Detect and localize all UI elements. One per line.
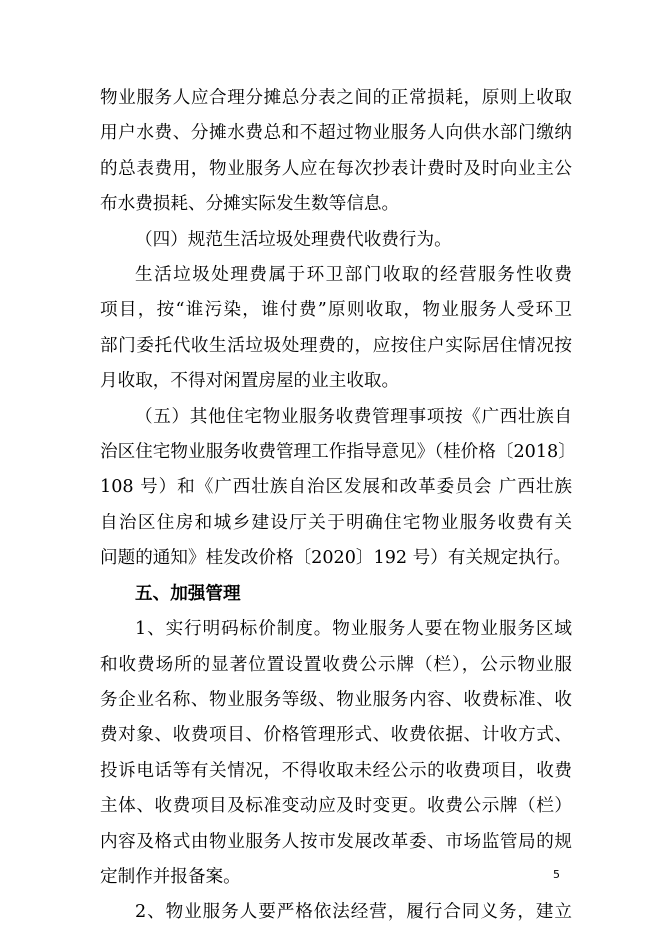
paragraph-price-tagging (100, 612, 572, 895)
paragraph-garbage-fee (100, 258, 572, 400)
text-line: 项目，按“谁污染，谁付费”原则收取，物业服务人受环卫 (100, 300, 572, 321)
text-line: 108 号）和《广西壮族自治区发展和改革委员会 广西壮族 (100, 477, 572, 498)
text-line: 和收费场所的显著位置设置收费公示牌（栏），公示物业服 (100, 654, 572, 675)
page-number: 5 (553, 868, 560, 881)
paragraph-subheading-garbage-fee (100, 223, 572, 258)
text-line: 投诉电话等有关情况，不得收取未经公示的收费项目，收费 (100, 760, 572, 781)
text-line: （四）规范生活垃圾处理费代收费行为。 (135, 229, 452, 250)
paragraph-other-matters (100, 400, 576, 577)
text-line: 治区住宅物业服务收费管理工作指导意见》（桂价格〔2018〕 (100, 442, 576, 463)
text-line: （五）其他住宅物业服务收费管理事项按《广西壮族自 (135, 406, 572, 427)
text-line: 主体、收费项目及标准变动应及时变更。收费公示牌（栏） (100, 796, 572, 817)
text-line: 月收取，不得对闲置房屋的业主收取。 (100, 371, 400, 392)
text-line: 部门委托代收生活垃圾处理费的，应按住户实际居住情况按 (100, 335, 572, 356)
text-line: 定制作并报备案。 (100, 866, 241, 887)
text-line: 布水费损耗、分摊实际发生数等信息。 (100, 194, 400, 215)
text-line: 生活垃圾处理费属于环卫部门收取的经营服务性收费 (135, 265, 572, 286)
text-line: 2、物业服务人要严格依法经营，履行合同义务，建立 (135, 902, 572, 923)
text-line: 内容及格式由物业服务人按市发展改革委、市场监管局的规 (100, 831, 572, 852)
text-line: 务企业名称、物业服务等级、物业服务内容、收费标准、收 (100, 689, 572, 710)
text-line: 自治区住房和城乡建设厅关于明确住宅物业服务收费有关 (100, 512, 572, 533)
paragraph-lawful-operation (100, 895, 572, 930)
text-line: 用户水费、分摊水费总和不超过物业服务人向供水部门缴纳 (100, 123, 572, 144)
text-line: 费对象、收费项目、价格管理形式、收费依据、计收方式、 (100, 725, 572, 746)
text-line: 问题的通知》桂发改价格〔2020〕192 号）有关规定执行。 (100, 548, 572, 569)
section-heading: 五、加强管理 (135, 583, 241, 604)
document-body (100, 81, 576, 931)
paragraph-water-loss (100, 81, 572, 223)
text-line: 物业服务人应合理分摊总分表之间的正常损耗，原则上收取 (100, 88, 572, 108)
text-line: 1、实行明码标价制度。物业服务人要在物业服务区域 (135, 619, 572, 640)
text-line: 的总表费用，物业服务人应在每次抄表计费时及时向业主公 (100, 158, 572, 179)
